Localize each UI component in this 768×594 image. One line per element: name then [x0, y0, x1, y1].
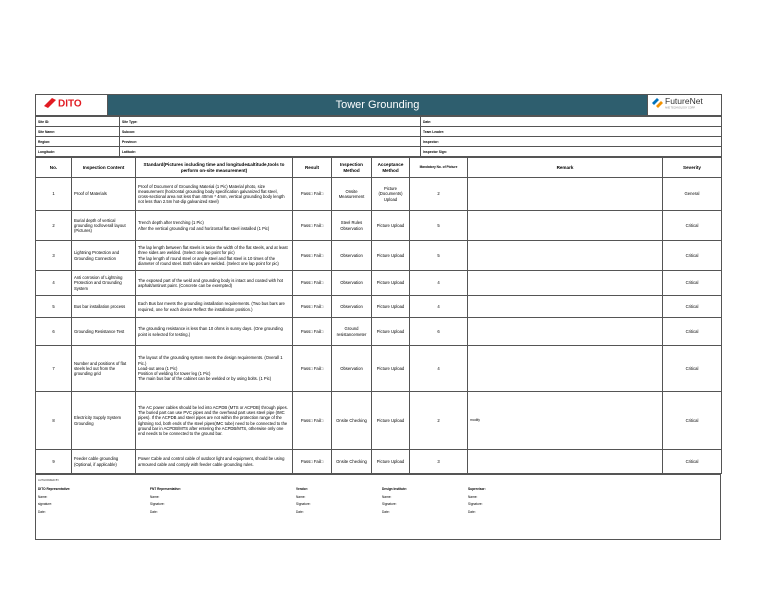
province-label: Province: — [120, 137, 421, 147]
row-mandatory: 4 — [410, 346, 468, 392]
row-result[interactable]: Pass□ Fail□ — [293, 450, 332, 474]
signature-date[interactable]: Date: — [296, 509, 304, 514]
team-leader-label: Team Leader: — [421, 127, 722, 137]
row-result[interactable]: Pass□ Fail□ — [293, 271, 332, 296]
signature-title: FNT Representative: — [150, 487, 181, 491]
futurenet-logo-text: FutureNet — [664, 96, 703, 106]
row-content: Feeder cable grounding (Optional, if applicable) — [72, 450, 136, 474]
signature-sign[interactable]: Signature: — [296, 502, 311, 506]
row-result[interactable]: Pass□ Fail□ — [293, 346, 332, 392]
signature-date[interactable]: Date: — [150, 509, 158, 514]
row-content: Grounding Resistance Test — [72, 318, 136, 346]
row-result[interactable]: Pass□ Fail□ — [293, 211, 332, 241]
col-severity: Severity — [663, 158, 722, 178]
table-row — [36, 271, 722, 296]
row-content: Lightning Protection and Grounding Connection — [72, 241, 136, 271]
row-no: 7 — [36, 346, 72, 392]
row-acceptance: Picture Upload — [372, 241, 410, 271]
row-acceptance: Picture Upload — [372, 318, 410, 346]
row-severity: Critical — [663, 241, 722, 271]
signature-title: DITO Representative: — [38, 487, 71, 491]
longitude-label: Longitude: — [36, 147, 120, 157]
table-row — [36, 178, 722, 211]
dito-logo-mark — [42, 96, 102, 109]
row-acceptance: Picture (Documents) Upload — [372, 178, 410, 211]
row-content: Anti corrosion of Lightning Protection and Grounding System — [72, 271, 136, 296]
table-row — [36, 296, 722, 318]
page-title: Tower Grounding — [108, 95, 648, 116]
signature-block-fnt — [150, 487, 280, 517]
row-no: 5 — [36, 296, 72, 318]
signature-block-supervisor — [468, 487, 548, 517]
signature-name[interactable]: Name: — [296, 494, 306, 499]
row-acceptance: Picture Upload — [372, 271, 410, 296]
inspector-sign-label: Inspector Sign: — [421, 147, 722, 157]
row-remark[interactable] — [468, 450, 663, 474]
region-label: Region: — [36, 137, 120, 147]
signature-name[interactable]: Name: — [468, 494, 478, 499]
inspection-sheet — [35, 94, 721, 540]
row-no: 2 — [36, 211, 72, 241]
futurenet-logo-mark — [650, 95, 720, 110]
row-method: Steel Rules Observation — [332, 211, 372, 241]
row-severity: Critical — [663, 296, 722, 318]
row-no: 4 — [36, 271, 72, 296]
row-mandatory: 4 — [410, 271, 468, 296]
inspector-label: Inspector: — [421, 137, 722, 147]
site-info-table — [35, 116, 722, 157]
row-standard: The lap length between flat steels is twice the width of the flat steels, and at least three sides are welded. (Select one lap point for pic) The lap length of round steel or angle steel and flat steel is 10 times of the diameter of round steel. Both sides are welded. (Select one lap point for pic) — [136, 241, 293, 271]
row-content: Number and positions of flat steels led out from the grounding grid — [72, 346, 136, 392]
row-method: Onsite Checking — [332, 450, 372, 474]
row-remark[interactable] — [468, 346, 663, 392]
table-row — [36, 346, 722, 392]
row-acceptance: Picture Upload — [372, 296, 410, 318]
signature-date[interactable]: Date: — [38, 509, 46, 514]
col-inspection-method: Inspection Method — [332, 158, 372, 178]
col-acceptance-method: Acceptance Method — [372, 158, 410, 178]
row-remark[interactable] — [468, 211, 663, 241]
signature-title: Design Institute: — [382, 487, 407, 491]
row-method: Onsite Checking — [332, 392, 372, 450]
signature-block-vendor — [296, 487, 376, 517]
authorized-label: AUTHORIZED BY — [38, 479, 60, 482]
row-result[interactable]: Pass□ Fail□ — [293, 296, 332, 318]
row-no: 6 — [36, 318, 72, 346]
signature-name[interactable]: Name: — [382, 494, 392, 499]
col-result: Result — [293, 158, 332, 178]
row-method: Observation — [332, 346, 372, 392]
row-standard: The layout of the grounding system meets the design requirements. (Overall 1 Pic.) Lead-out area (1 Pic) Position of welding for tower leg (1 Pic) The main bus bar of the cabinet can be welded or by using bolts. (1 Pic) — [136, 346, 293, 392]
row-acceptance: Picture Upload — [372, 211, 410, 241]
row-result[interactable]: Pass□ Fail□ — [293, 392, 332, 450]
signature-block-design-institute — [382, 487, 462, 517]
site-name-label: Site Name: — [36, 127, 120, 137]
row-severity: Critical — [663, 392, 722, 450]
row-no: 3 — [36, 241, 72, 271]
dito-logo-text: DITO — [57, 98, 82, 109]
row-mandatory: 2 — [410, 392, 468, 450]
row-no: 1 — [36, 178, 72, 211]
row-mandatory: 6 — [410, 318, 468, 346]
row-content: Electricity Supply System Grounding — [72, 392, 136, 450]
futurenet-logo-sub: AND TECHNOLOGY CORP. — [664, 106, 695, 110]
row-standard: Trench depth after trenching (1 Pic) After the vertical grounding rod and horizontal flat steel installed (1 Pic) — [136, 211, 293, 241]
dito-logo — [36, 95, 108, 116]
row-standard: Each Bus bar meets the grounding installation requirements. (Two bus bars are required, one for each device Reflect the installation position.) — [136, 296, 293, 318]
row-method: Onsite Measurement — [332, 178, 372, 211]
row-result[interactable]: Pass□ Fail□ — [293, 318, 332, 346]
row-method: Observation — [332, 271, 372, 296]
subcon-label: Subcon: — [120, 127, 421, 137]
table-row — [36, 450, 722, 474]
row-standard: The exposed part of the weld and grounding body is intact and coated with hot asphalt/antirust paint. (Concrete can be exempted) — [136, 271, 293, 296]
signature-block-dito — [38, 487, 168, 517]
row-no: 9 — [36, 450, 72, 474]
header-table — [35, 94, 722, 116]
table-row — [36, 241, 722, 271]
row-severity: Critical — [663, 346, 722, 392]
row-remark[interactable] — [468, 271, 663, 296]
column-header-row — [36, 158, 722, 178]
row-severity: Critical — [663, 271, 722, 296]
row-content: Bus bar installation process — [72, 296, 136, 318]
row-content: Burial depth of vertical grounding rod/overall layout (Pictures) — [72, 211, 136, 241]
row-severity: Critical — [663, 450, 722, 474]
row-result[interactable]: Pass□ Fail□ — [293, 178, 332, 211]
signature-title: Vendor: — [296, 487, 308, 491]
signature-sign[interactable]: Signature: — [382, 502, 397, 506]
row-acceptance: Picture Upload — [372, 392, 410, 450]
signature-title: Supervisor: — [468, 487, 486, 491]
col-mandatory-pictures: Mandatory No. of Picture — [410, 158, 468, 178]
row-mandatory: 3 — [410, 450, 468, 474]
row-mandatory: 5 — [410, 211, 468, 241]
row-remark[interactable] — [468, 318, 663, 346]
row-severity: Critical — [663, 318, 722, 346]
row-method: Ground resistancemeter — [332, 318, 372, 346]
date-label: Date: — [421, 117, 722, 127]
row-method: Observation — [332, 241, 372, 271]
table-row — [36, 318, 722, 346]
row-severity: Critical — [663, 211, 722, 241]
row-remark[interactable] — [468, 296, 663, 318]
signature-area — [36, 475, 721, 540]
row-method: Observation — [332, 296, 372, 318]
futurenet-logo — [648, 95, 722, 116]
signature-name[interactable]: Name: — [150, 494, 160, 499]
row-no: 8 — [36, 392, 72, 450]
signature-sign[interactable]: Signature: — [150, 502, 165, 506]
signature-name[interactable]: Name: — [38, 494, 48, 499]
row-mandatory: 5 — [410, 241, 468, 271]
signature-date[interactable]: Date: — [468, 509, 476, 514]
row-content: Proof of Materials — [72, 178, 136, 211]
signature-sign[interactable]: signature: — [38, 502, 52, 506]
table-row — [36, 211, 722, 241]
row-standard: Proof of Document of Grounding Material (1 Pic) Material photo, size measurement (horizontal grounding body specification galvanized flat steel, cross-sectional area not less than 40mm * 4mm, vertical grounding body length not less than 2.5m hot-dip galvanized steel) — [136, 178, 293, 211]
table-row — [36, 392, 722, 450]
row-standard: Power Cable and control cable of outdoor light and equipment, should be using armoured cable and comply with feeder cable grounding rules. — [136, 450, 293, 474]
row-remark[interactable]: modify — [468, 392, 663, 450]
signature-date[interactable]: Date: — [382, 509, 390, 514]
row-mandatory: 2 — [410, 178, 468, 211]
latitude-label: Latitude: — [120, 147, 421, 157]
site-type-label: Site Type: — [120, 117, 421, 127]
row-remark[interactable] — [468, 241, 663, 271]
row-standard: The AC power cables should be led into ACPDB (MTS or ACPDB) through pipes. The buried part can use PVC pipes and the overhead part uses steel pipe (IMC pipes). If the ACPDB and steel pipes are not within the protection range of the lightning rod, both ends of the steel pipes(IMC tube) need to be connected to the ground bar in ACPDB/MTS after entering the ACPDB/MTS, otherwise only one end needs to be connected to the ground bar. — [136, 392, 293, 450]
signature-sign[interactable]: Signature: — [468, 502, 483, 506]
col-remark: Remark — [468, 158, 663, 178]
row-acceptance: Picture Upload — [372, 450, 410, 474]
site-id-label: Site ID: — [36, 117, 120, 127]
col-inspection-content: Inspection Content — [72, 158, 136, 178]
row-mandatory: 4 — [410, 296, 468, 318]
row-severity: General — [663, 178, 722, 211]
row-result[interactable]: Pass□ Fail□ — [293, 241, 332, 271]
col-standard: Standard(Pictures including time and longitude&altitude,tools to perform on-site measurement) — [136, 158, 293, 178]
col-no: No. — [36, 158, 72, 178]
inspection-table — [35, 157, 722, 474]
row-remark[interactable] — [468, 178, 663, 211]
row-standard: The grounding resistance is less than 10 ohms in sunny days. (One grounding point is selected for testing.) — [136, 318, 293, 346]
row-acceptance: Picture Upload — [372, 346, 410, 392]
signature-table — [35, 474, 721, 540]
